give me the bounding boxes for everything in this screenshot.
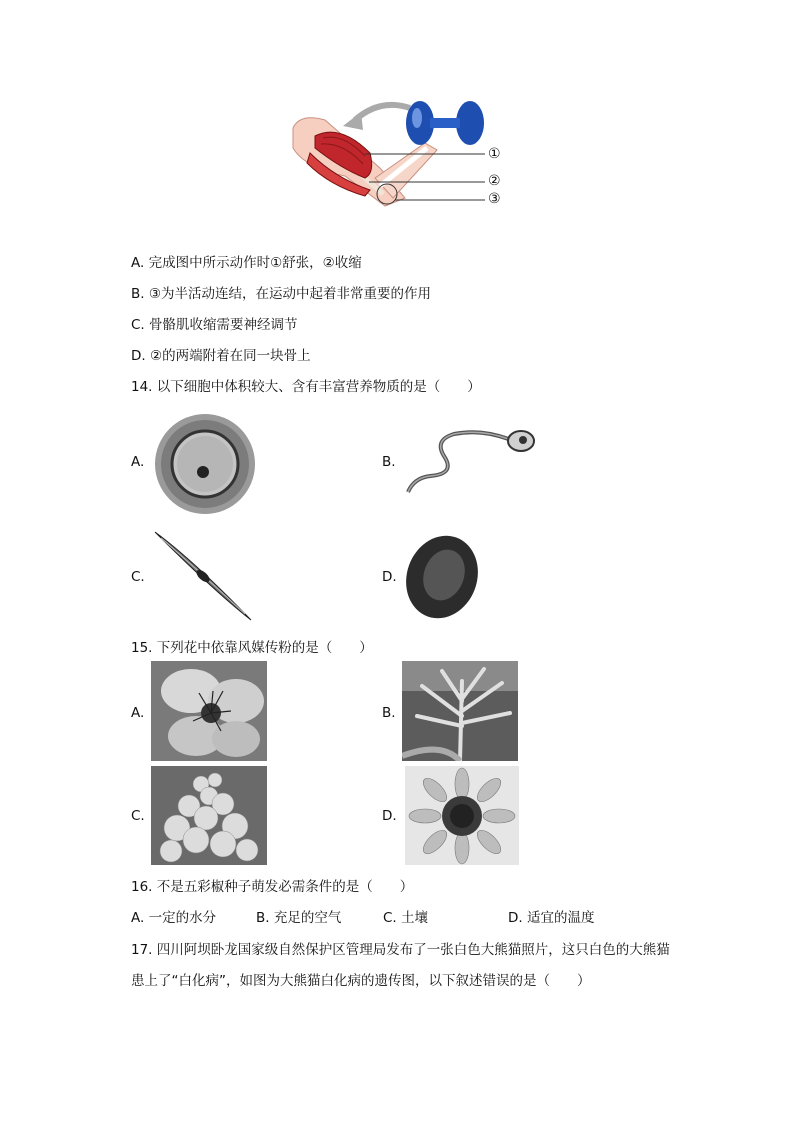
q13-option-d: D. ②的两端附着在同一块骨上	[131, 348, 311, 364]
muscle-cell-icon	[153, 530, 253, 622]
egg-cell-icon	[153, 412, 257, 516]
q15-option-c-letter: C.	[131, 808, 145, 824]
callout-label-1: ①	[488, 146, 501, 162]
q16-stem: 16. 不是五彩椒种子萌发必需条件的是（ ）	[131, 879, 414, 895]
sunflower-photo	[405, 766, 519, 865]
q15-option-d-letter: D.	[382, 808, 397, 824]
q15-stem: 15. 下列花中依靠风媒传粉的是（ ）	[131, 640, 373, 656]
q14-stem: 14. 以下细胞中体积较大、含有丰富营养物质的是（ ）	[131, 379, 481, 395]
arm-muscle-figure	[285, 98, 515, 213]
arm-muscle-diagram	[285, 98, 515, 213]
q16-option-a: A. 一定的水分	[131, 910, 217, 926]
corn-tassel-photo	[402, 661, 518, 761]
q15-option-b-letter: B.	[382, 705, 396, 721]
q14-option-a-letter: A.	[131, 454, 145, 470]
q14-option-b-letter: B.	[382, 454, 396, 470]
q13-option-b: B. ③为半活动连结，在运动中起着非常重要的作用	[131, 286, 431, 302]
peach-flower-photo	[151, 661, 267, 761]
sperm-cell-icon	[404, 426, 536, 496]
q14-option-c-letter: C.	[131, 569, 145, 585]
q17-stem-line2: 患上了“白化病”，如图为大熊猫白化病的遗传图，以下叙述错误的是（ ）	[131, 973, 591, 989]
q15-option-a-letter: A.	[131, 705, 145, 721]
red-blood-cell-icon	[405, 534, 479, 620]
q16-option-d: D. 适宜的温度	[508, 910, 595, 926]
q13-option-c: C. 骨骼肌收缩需要神经调节	[131, 317, 298, 333]
callout-label-3: ③	[488, 191, 501, 207]
q17-stem-line1: 17. 四川阿坝卧龙国家级自然保护区管理局发布了一张白色大熊猫照片，这只白色的大熊猫	[131, 942, 670, 958]
callout-label-2: ②	[488, 173, 501, 189]
q14-option-d-letter: D.	[382, 569, 397, 585]
rapeseed-flower-photo	[151, 766, 267, 865]
q16-option-c: C. 土壤	[383, 910, 429, 926]
q16-option-b: B. 充足的空气	[256, 910, 342, 926]
q13-option-a: A. 完成图中所示动作时①舒张，②收缩	[131, 255, 362, 271]
